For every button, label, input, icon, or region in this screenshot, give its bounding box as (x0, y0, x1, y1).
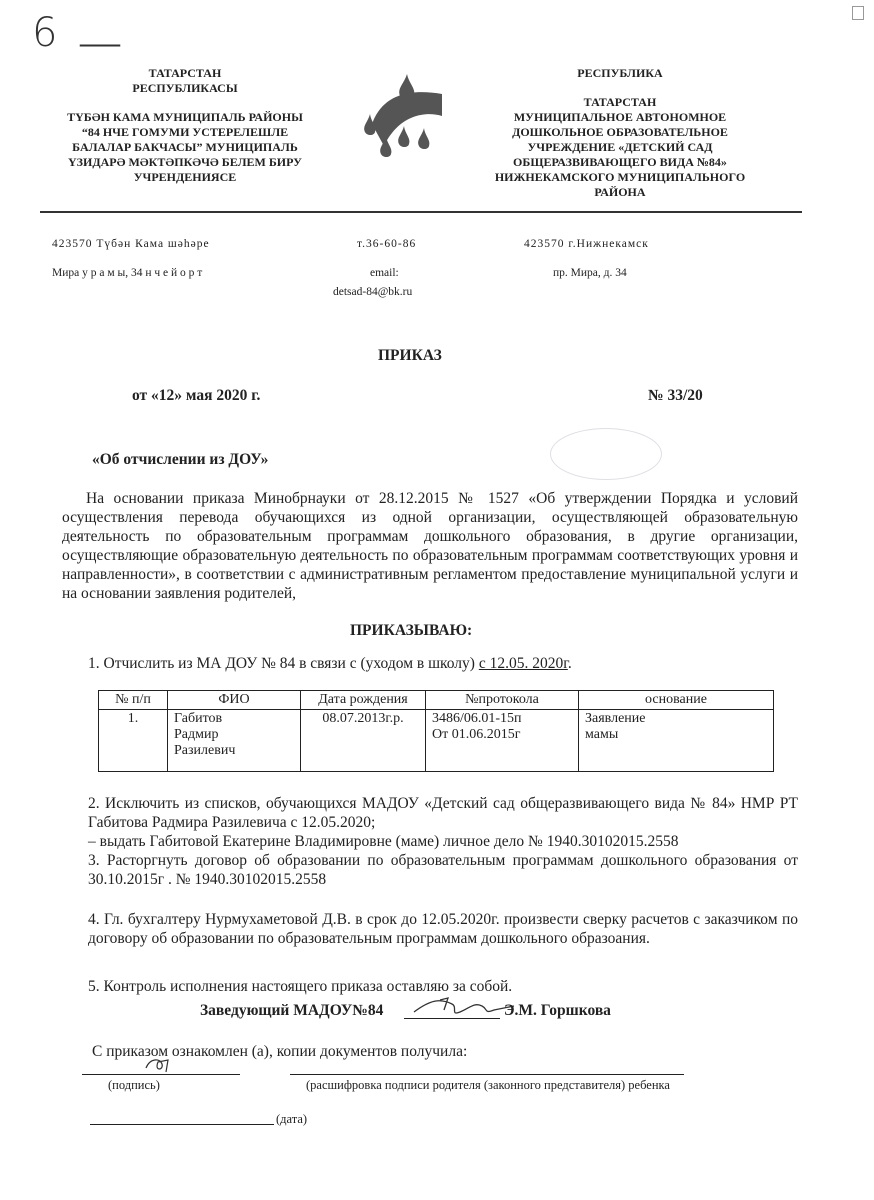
parent-signature (140, 1054, 180, 1076)
col-header: ФИО (168, 691, 301, 710)
contact-right-city: 423570 г.Нижнекамск (524, 238, 649, 250)
header-right-line: УЧРЕЖДЕНИЕ «ДЕТСКИЙ САД (527, 140, 713, 154)
signer-title: Заведующий МАДОУ№84 (200, 1002, 384, 1019)
header-left-line: РЕСПУБЛИКАСЫ (132, 81, 238, 95)
date-line (90, 1124, 274, 1125)
protocol-line: От 01.06.2015г (432, 727, 521, 742)
order-title: ПРИКАЗ (378, 347, 442, 364)
order-subject: «Об отчислении из ДОУ» (92, 451, 269, 468)
contact-right-street: пр. Мира, д. 34 (553, 267, 627, 279)
page-number-handwritten: 6 (32, 10, 58, 56)
decode-label: (расшифровка подписи родителя (законного представителя) ребенка (306, 1078, 670, 1092)
order-date: от «12» мая 2020 г. (132, 387, 261, 404)
header-right-line: РЕСПУБЛИКА (577, 66, 663, 80)
table-row (99, 710, 774, 772)
cell-num: 1. (99, 710, 168, 772)
acknowledgment-text: С приказом ознакомлен (а), копии документов получила: (92, 1043, 468, 1060)
order-item-1-text: 1. Отчислить из МА ДОУ № 84 в связи с (уходом в школу) (88, 655, 479, 672)
header-left-line: БАЛАЛАР БАКЧАСЫ” МУНИЦИПАЛЬ (72, 140, 298, 154)
header-left-line: “84 НЧЕ ГОМУМИ УСТЕРЕЛЕШЛЕ (81, 125, 289, 139)
basis-line: мамы (585, 727, 619, 742)
basis-line: Заявление (585, 711, 646, 726)
fio-line: Разилевич (174, 743, 236, 758)
header-right-line: ОБЩЕРАЗВИВАЮЩЕГО ВИДА №84» (513, 155, 727, 169)
order-item-2: 2. Исключить из списков, обучающихся МАДОУ «Детский сад общеразвивающего вида № 84» НМР РТ Габитова Радмира Разилевича с 12.05.2020; (88, 795, 798, 831)
header-right-line: МУНИЦИПАЛЬНОЕ АВТОНОМНОЕ (513, 110, 727, 124)
fio-line: Радмир (174, 727, 219, 742)
corner-mark (852, 6, 864, 20)
header-right (470, 66, 770, 200)
order-item-2-b: – выдать Габитовой Екатерине Владимировне (маме) личное дело № 1940.30102015.2558 (88, 833, 679, 850)
order-item-1-date: с 12.05. 2020г (478, 655, 568, 672)
col-header: Дата рождения (301, 691, 426, 710)
order-preamble: На основании приказа Минобрнауки от 28.12.2015 № 1527 «Об утверждении Порядка и условий осуществления перевода обучающихся из одной организации, осуществляющей образовательную деятельность по образовательным программам дошкольного образования, в другие организации, осуществляющие образовательную деятельность по образовательным программам соответствующих уровня и направленности», в соответствии с административным регламентом предоставление муниципальной услуги и на основании заявления родителей, (62, 490, 798, 602)
header-right-line: ДОШКОЛЬНОЕ ОБРАЗОВАТЕЛЬНОЕ (512, 125, 728, 139)
order-item-3: 3. Расторгнуть договор об образовании по образовательным программам дошкольного образования от 30.10.2015г . № 1940.30102015.2558 (88, 852, 798, 888)
page-dash-handwritten: — (80, 19, 120, 64)
cell-basis (579, 710, 774, 772)
cell-fio (168, 710, 301, 772)
header-left-line: УЧРЕНДЕНИЯСЕ (133, 170, 237, 184)
col-header: № п/п (99, 691, 168, 710)
col-header: основание (579, 691, 774, 710)
show-through-stamp (550, 428, 662, 480)
col-header: №протокола (426, 691, 579, 710)
protocol-line: 3486/06.01-15п (432, 711, 522, 726)
parent-decode-line (290, 1074, 684, 1075)
table-header-row (99, 691, 774, 710)
contact-left-street: Мира у р а м ы, 34 н ч е й о р т (52, 267, 203, 279)
header-right-line: НИЖНЕКАМСКОГО МУНИЦИПАЛЬНОГО (494, 170, 746, 184)
header-right-line: ТАТАРСТАН (583, 95, 657, 109)
contact-phone: т.36-60-86 (357, 238, 417, 250)
header-right-line: РАЙОНА (594, 185, 646, 199)
date-label: (дата) (276, 1112, 308, 1126)
order-item-1 (88, 654, 572, 673)
cell-protocol (426, 710, 579, 772)
orders-word: ПРИКАЗЫВАЮ: (350, 622, 473, 639)
order-item-4: 4. Гл. бухгалтеру Нурмухаметовой Д.В. в срок до 12.05.2020г. произвести сверку расчетов с заказчиком по договору об образовании по образовательным программам дошкольного образоания. (88, 911, 798, 947)
fio-line: Габитов (174, 711, 223, 726)
header-left-line: ҮЗИДАРӘ МӘКТӘПКӘЧӘ БЕЛЕМ БИРУ (68, 155, 302, 169)
signer-name: Э.М. Горшкова (504, 1002, 611, 1019)
order-item-1-suffix: . (567, 655, 572, 672)
kindergarten-logo (352, 66, 450, 166)
header-left-line: ТАТАРСТАН (148, 66, 222, 80)
student-table (98, 690, 774, 772)
header-left (40, 66, 330, 185)
header-divider (40, 211, 802, 213)
order-number: № 33/20 (648, 387, 703, 404)
contact-email-label: email: (370, 267, 399, 279)
order-item-5: 5. Контроль исполнения настоящего приказа оставляю за собой. (88, 978, 513, 995)
contact-email: detsad-84@bk.ru (333, 286, 413, 298)
sign-label: (подпись) (108, 1078, 160, 1092)
contact-left-city: 423570 Түбән Кама шәһәре (52, 238, 210, 250)
header-left-line: ТҮБӘН КАМА МУНИЦИПАЛЬ РАЙОНЫ (67, 110, 303, 124)
cell-birth: 08.07.2013г.р. (301, 710, 426, 772)
